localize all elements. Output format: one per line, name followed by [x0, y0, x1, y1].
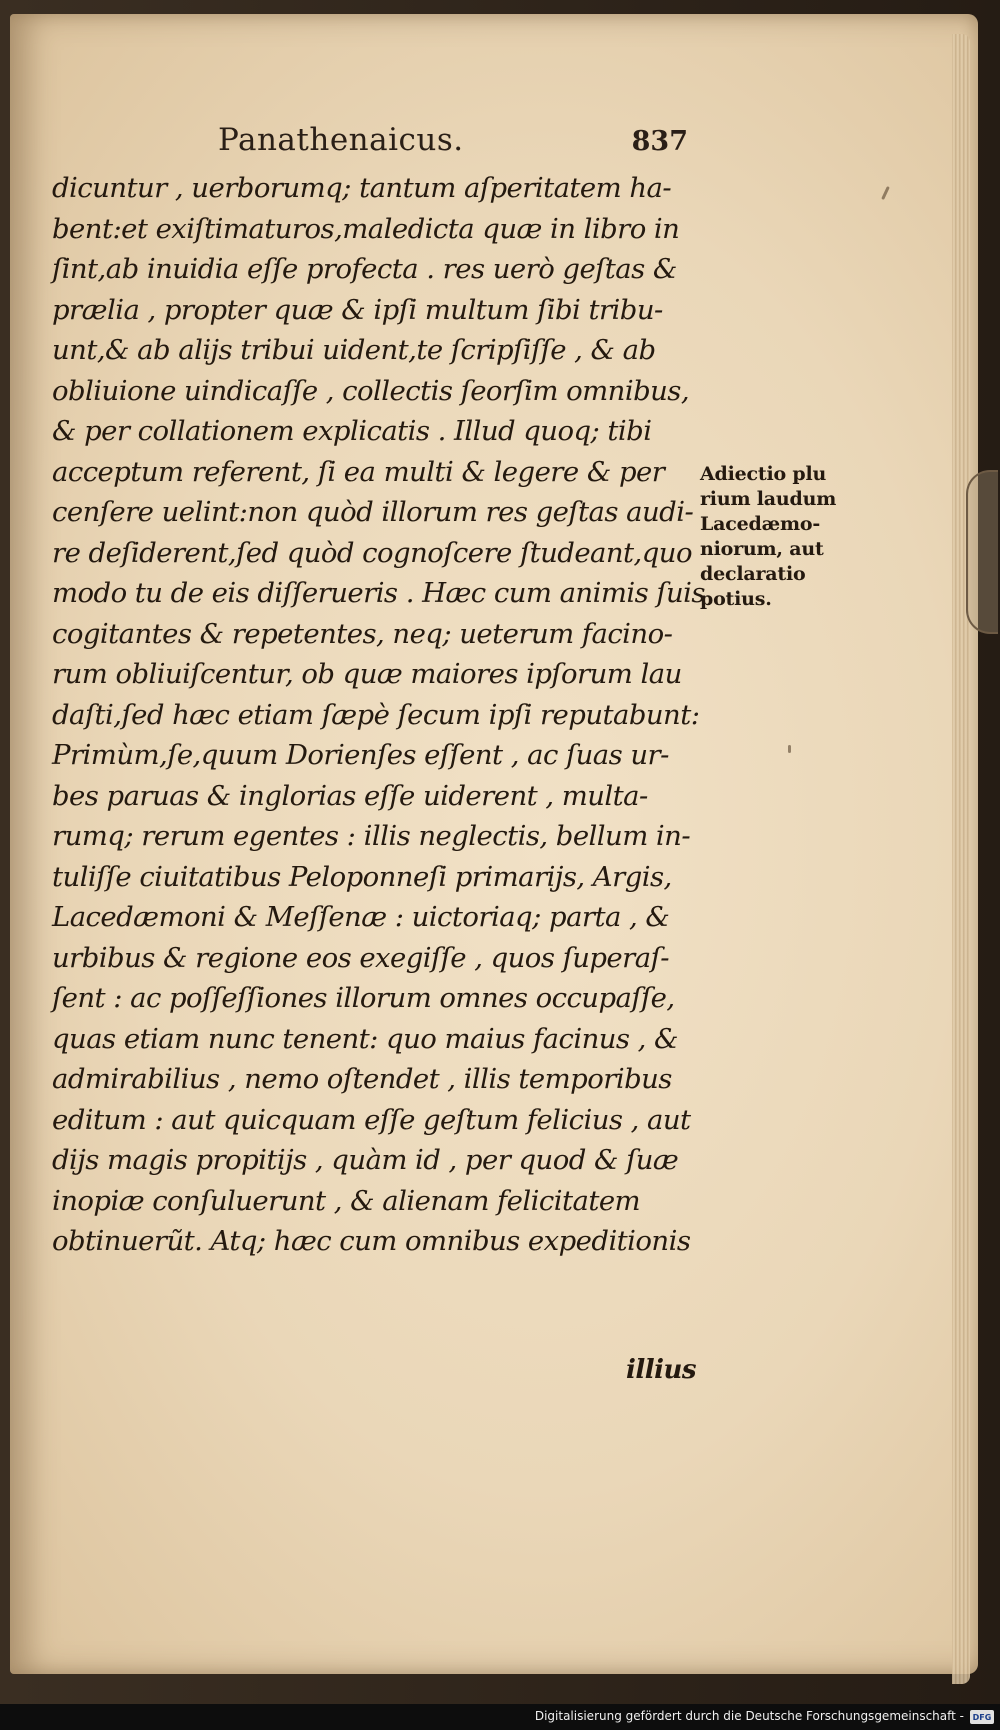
text-line: prælia , propter quæ & ipſi multum ſibi tribu- [52, 293, 663, 326]
text-line: cenſere uelint:non quòd illorum res geſtas audi- [52, 496, 694, 528]
text-line: daſti,ſed hæc etiam ſæpè ſecum ipſi reputabunt: [52, 698, 700, 731]
text-line: bes paruas & inglorias eſſe uiderent , multa- [52, 779, 648, 812]
text-line: dijs magis propitijs , quàm id , per quod & ſuæ [52, 1144, 679, 1176]
page-number: 837 [631, 126, 688, 157]
text-line: obtinuerũt. Atq; hæc cum omnibus expeditionis [52, 1225, 691, 1257]
text-line: urbibus & regione eos exegiſſe , quos ſuperaſ- [52, 941, 669, 974]
text-line: ſint,ab inuidia eſſe profecta . res uerò geſtas & [52, 253, 677, 285]
text-line: obliuione uindicaſſe , collectis ſeorſim omnibus, [52, 374, 690, 407]
body-text [52, 168, 705, 1262]
marginal-note-line: Lacedæmo- [700, 513, 821, 535]
text-line: ſent : ac poſſeſſiones illorum omnes occupaſſe, [52, 982, 675, 1014]
text-line: Lacedæmoni & Meſſenæ : uictoriaq; parta , & [52, 901, 670, 933]
marginal-note [700, 462, 875, 612]
text-line: re deſiderent,ſed quòd cognoſcere ſtudeant,quo [52, 536, 692, 569]
text-line: unt,& ab alijs tribui uident,te ſcripſiſſe , & ab [52, 334, 656, 366]
text-line: rumq; rerum egentes : illis neglectis, bellum in- [52, 820, 691, 852]
marginal-note-line: Adiectio plu [700, 463, 827, 485]
page-header [48, 122, 688, 162]
text-line: editum : aut quicquam eſſe geſtum felicius , aut [52, 1103, 691, 1136]
text-line: dicuntur , uerborumq; tantum aſperitatem ha- [52, 172, 672, 204]
text-line: acceptum referent, ſi ea multi & legere & per [52, 455, 665, 488]
page-tab-marker [966, 470, 998, 634]
marginal-note-line: declaratio [700, 563, 806, 585]
text-line: modo tu de eis diſſerueris . Hæc cum animis ſuis [52, 577, 705, 609]
dfg-logo: DFG [970, 1710, 994, 1724]
catchword: illius [626, 1355, 697, 1385]
text-line: bent:et exiſtimaturos,maledicta quæ in libro in [52, 212, 680, 245]
text-line: rum obliuiſcentur, ob quæ maiores ipſorum lau [52, 658, 682, 690]
running-head: Panathenaicus. [218, 122, 464, 158]
text-line: quas etiam nunc tenent: quo maius facinus , & [52, 1022, 678, 1055]
text-line: & per collationem explicatis . Illud quoq; tibi [52, 415, 652, 447]
text-line: inopiæ conſuluerunt , & alienam felicitatem [52, 1184, 641, 1217]
marginal-note-line: niorum, aut [700, 538, 824, 560]
digitization-footer [0, 1704, 1000, 1730]
paper-speck [788, 745, 791, 753]
page-edge [952, 34, 970, 1684]
marginal-note-line: potius. [700, 588, 772, 610]
marginal-note-line: rium laudum [700, 488, 837, 510]
text-line: tuliſſe ciuitatibus Peloponneſi primarijs, Argis, [52, 860, 672, 893]
text-line: admirabilius , nemo oſtendet , illis temporibus [52, 1063, 672, 1095]
footer-credit: Digitalisierung gefördert durch die Deutsche Forschungsgemeinschaft - [534, 1709, 964, 1723]
text-line: cogitantes & repetentes, neq; ueterum facino- [52, 617, 673, 650]
text-line: Primùm,ſe,quum Dorienſes eſſent , ac ſuas ur- [52, 739, 669, 771]
